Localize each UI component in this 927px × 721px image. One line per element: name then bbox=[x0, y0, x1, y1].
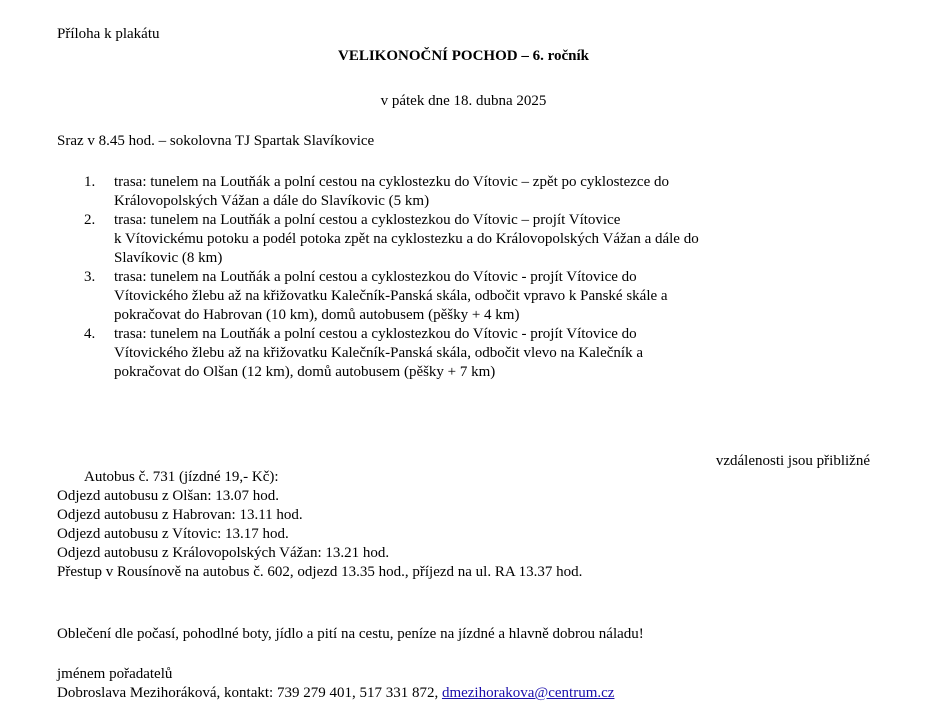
email-link[interactable]: dmezihorakova@centrum.cz bbox=[441, 685, 615, 701]
route-list bbox=[84, 173, 884, 382]
route-line: Slavíkovic (8 km) bbox=[114, 250, 223, 266]
route-line: k Vítovickému potoku a podél potoka zpět na cyklostezku a do Královopolských Vážan a dále do bbox=[114, 231, 699, 247]
bus-departure: Odjezd autobusu z Olšan: 13.07 hod. bbox=[57, 488, 280, 504]
distance-note: vzdálenosti jsou přibližné bbox=[715, 453, 870, 469]
route-number: 2. bbox=[84, 212, 96, 228]
route-line: pokračovat do Habrovan (10 km), domů autobusem (pěšky + 4 km) bbox=[114, 307, 520, 323]
bus-info bbox=[57, 468, 582, 582]
route-text bbox=[114, 211, 884, 268]
date-line: v pátek dne 18. dubna 2025 bbox=[380, 93, 547, 109]
route-text bbox=[114, 268, 884, 325]
route-item bbox=[84, 268, 884, 325]
route-item bbox=[84, 173, 884, 211]
route-line: trasa: tunelem na Loutňák a polní cestou a cyklostezkou do Vítovic - projít Vítovice do bbox=[114, 326, 637, 342]
route-line: Královopolských Vážan a dále do Slavíkovic (5 km) bbox=[114, 193, 430, 209]
route-number: 3. bbox=[84, 269, 96, 285]
route-line: trasa: tunelem na Loutňák a polní cestou na cyklostezku do Vítovic – zpět po cyklostezce do bbox=[114, 174, 669, 190]
route-number: 1. bbox=[84, 174, 96, 190]
clothing-note: Oblečení dle počasí, pohodlné boty, jídlo a pití na cestu, peníze na jízdné a hlavně dobrou náladu! bbox=[57, 626, 644, 642]
route-line: pokračovat do Olšan (12 km), domů autobusem (pěšky + 7 km) bbox=[114, 364, 496, 380]
route-line: Vítovického žlebu až na křižovatku Kalečník-Panská skála, odbočit vlevo na Kalečník a bbox=[114, 345, 643, 361]
route-number: 4. bbox=[84, 326, 96, 342]
route-item bbox=[84, 211, 884, 268]
organizer-label: jménem pořadatelů bbox=[57, 666, 173, 682]
bus-departure: Odjezd autobusu z Vítovic: 13.17 hod. bbox=[57, 526, 289, 542]
route-item bbox=[84, 325, 884, 382]
bus-heading: Autobus č. 731 (jízdné 19,- Kč): bbox=[84, 469, 279, 485]
bus-departure: Odjezd autobusu z Habrovan: 13.11 hod. bbox=[57, 507, 303, 523]
route-text bbox=[114, 325, 884, 382]
route-line: trasa: tunelem na Loutňák a polní cestou a cyklostezkou do Vítovic – projít Vítovice bbox=[114, 212, 621, 228]
route-line: trasa: tunelem na Loutňák a polní cestou a cyklostezkou do Vítovic - projít Vítovice do bbox=[114, 269, 637, 285]
attachment-label: Příloha k plakátu bbox=[57, 26, 160, 42]
route-text bbox=[114, 173, 884, 211]
meeting-line: Sraz v 8.45 hod. – sokolovna TJ Spartak Slavíkovice bbox=[57, 133, 375, 149]
bus-transfer: Přestup v Rousínově na autobus č. 602, odjezd 13.35 hod., příjezd na ul. RA 13.37 hod. bbox=[57, 564, 583, 580]
contact-text: Dobroslava Mezihoráková, kontakt: 739 279 401, 517 331 872, bbox=[57, 685, 439, 701]
bus-departure: Odjezd autobusu z Královopolských Vážan: 13.21 hod. bbox=[57, 545, 390, 561]
organizer-contact bbox=[57, 684, 614, 703]
route-line: Vítovického žlebu až na křižovatku Kalečník-Panská skála, odbočit vpravo k Panské skále a bbox=[114, 288, 668, 304]
document-title: VELIKONOČNÍ POCHOD – 6. ročník bbox=[338, 48, 589, 64]
